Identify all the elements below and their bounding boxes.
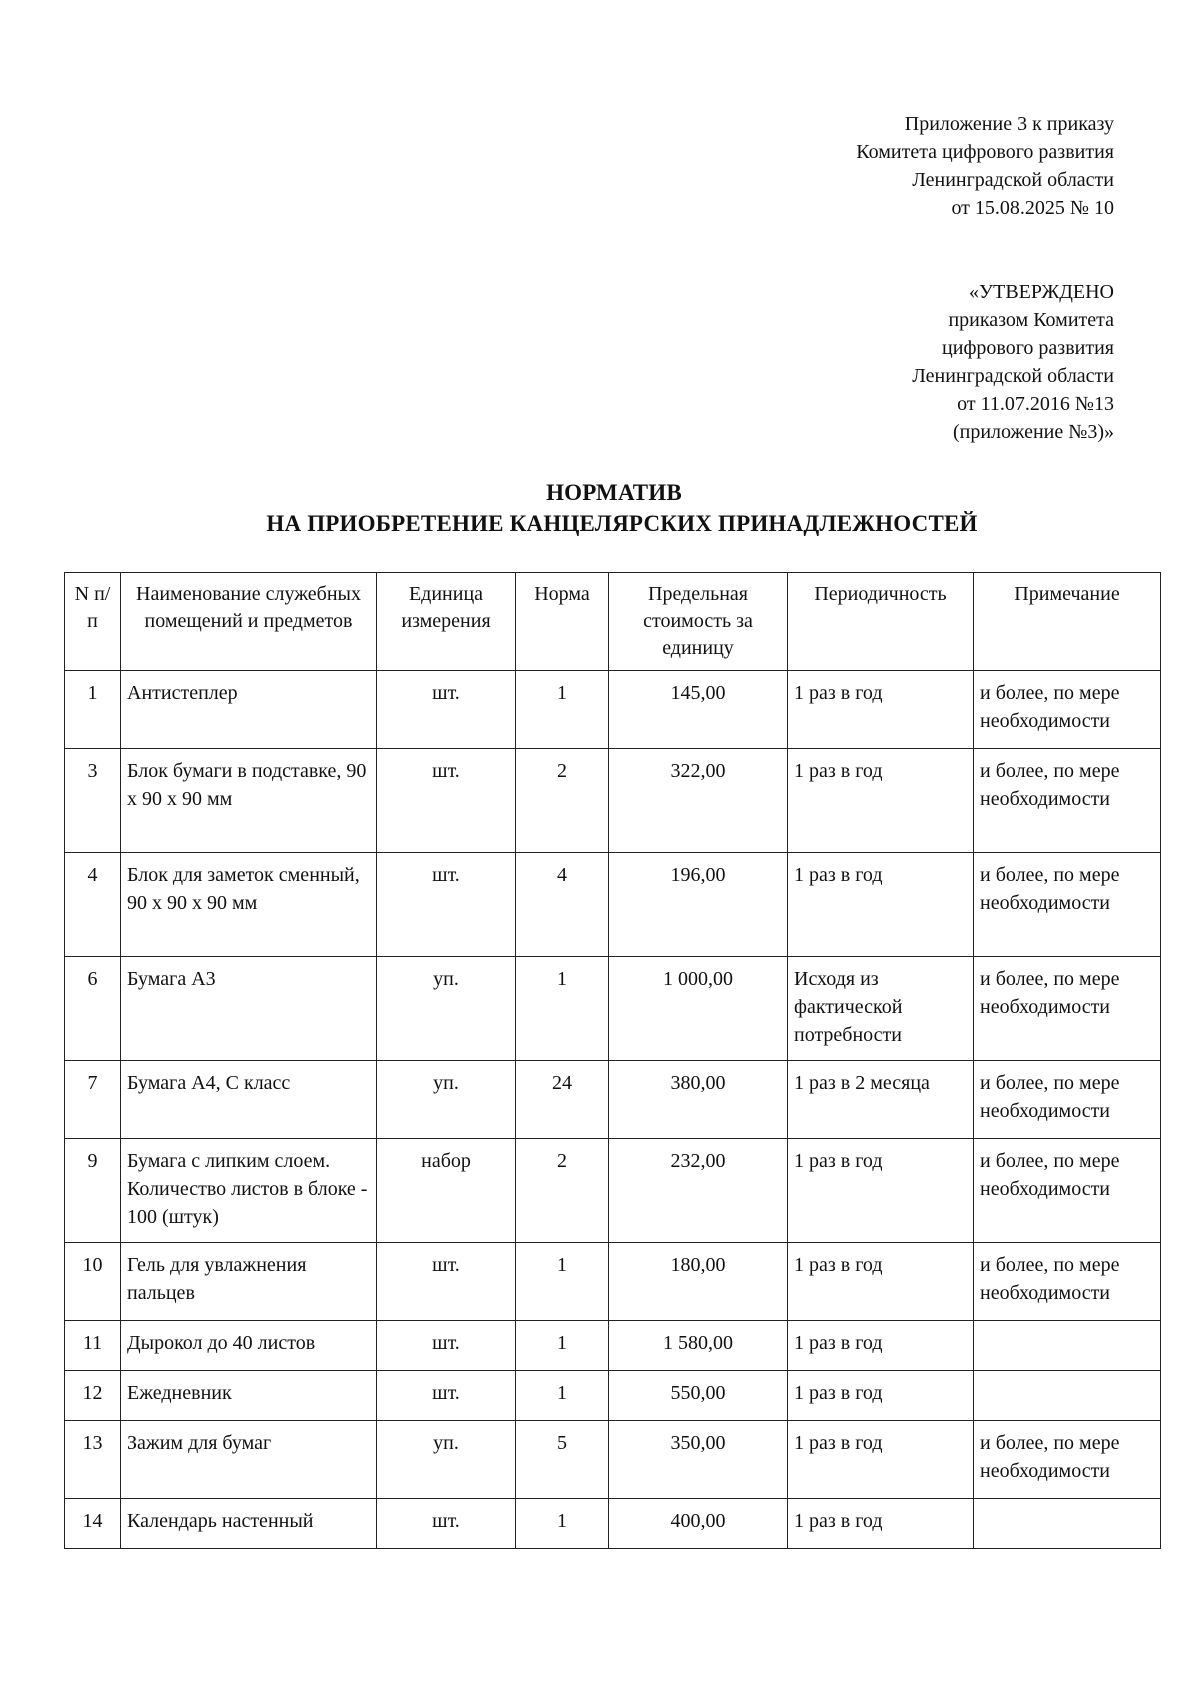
cell-price: 1 000,00: [609, 957, 788, 1061]
cell-name: Бумага А3: [121, 957, 377, 1061]
cell-note: и более, по мере необходимости: [974, 1421, 1161, 1499]
cell-note: и более, по мере необходимости: [974, 749, 1161, 853]
cell-price: 145,00: [609, 671, 788, 749]
header-num: N п/п: [65, 573, 121, 671]
cell-norm: 1: [516, 957, 609, 1061]
cell-unit: шт.: [377, 853, 516, 957]
cell-name: Дырокол до 40 листов: [121, 1321, 377, 1371]
cell-note: [974, 1321, 1161, 1371]
header-name: Наименование служебных помещений и предметов: [121, 573, 377, 671]
cell-num: 6: [65, 957, 121, 1061]
table-row: [65, 957, 1161, 1061]
document-subtitle: НА ПРИОБРЕТЕНИЕ КАНЦЕЛЯРСКИХ ПРИНАДЛЕЖНОСТЕЙ: [266, 511, 978, 536]
cell-unit: уп.: [377, 957, 516, 1061]
approval-line: от 11.07.2016 №13: [957, 393, 1114, 415]
cell-note: и более, по мере необходимости: [974, 853, 1161, 957]
cell-note: и более, по мере необходимости: [974, 1139, 1161, 1243]
appendix-reference: [856, 110, 1114, 222]
cell-period: Исходя из фактической потребности: [788, 957, 974, 1061]
cell-norm: 1: [516, 1321, 609, 1371]
cell-note: и более, по мере необходимости: [974, 957, 1161, 1061]
table-row: [65, 1061, 1161, 1139]
cell-unit: шт.: [377, 1243, 516, 1321]
cell-period: 1 раз в год: [788, 749, 974, 853]
table-row: [65, 1499, 1161, 1549]
norms-table: [64, 572, 1161, 1549]
cell-period: 1 раз в год: [788, 1371, 974, 1421]
cell-name: Зажим для бумаг: [121, 1421, 377, 1499]
cell-period: 1 раз в год: [788, 1321, 974, 1371]
cell-num: 13: [65, 1421, 121, 1499]
approval-line: цифрового развития: [942, 337, 1114, 359]
cell-price: 400,00: [609, 1499, 788, 1549]
appendix-line: Приложение 3 к приказу: [904, 113, 1114, 135]
table-body: [65, 671, 1161, 1549]
cell-norm: 4: [516, 853, 609, 957]
appendix-line: от 15.08.2025 № 10: [951, 197, 1114, 219]
cell-name: Бумага с липким слоем. Количество листов в блоке - 100 (штук): [121, 1139, 377, 1243]
cell-period: 1 раз в год: [788, 1139, 974, 1243]
cell-price: 550,00: [609, 1371, 788, 1421]
table-row: [65, 1243, 1161, 1321]
cell-price: 322,00: [609, 749, 788, 853]
cell-num: 1: [65, 671, 121, 749]
header-price: Предельная стоимость за единицу: [609, 573, 788, 671]
table-row: [65, 1371, 1161, 1421]
cell-name: Антистеплер: [121, 671, 377, 749]
cell-unit: шт.: [377, 749, 516, 853]
cell-period: 1 раз в год: [788, 1499, 974, 1549]
cell-unit: уп.: [377, 1061, 516, 1139]
cell-num: 3: [65, 749, 121, 853]
cell-num: 10: [65, 1243, 121, 1321]
cell-period: 1 раз в год: [788, 671, 974, 749]
cell-num: 4: [65, 853, 121, 957]
cell-num: 7: [65, 1061, 121, 1139]
cell-norm: 24: [516, 1061, 609, 1139]
cell-name: Блок для заметок сменный, 90 х 90 х 90 мм: [121, 853, 377, 957]
approval-line: «УТВЕРЖДЕНО: [968, 281, 1114, 303]
header-note: Примечание: [974, 573, 1161, 671]
cell-name: Календарь настенный: [121, 1499, 377, 1549]
cell-note: и более, по мере необходимости: [974, 671, 1161, 749]
cell-price: 180,00: [609, 1243, 788, 1321]
cell-norm: 1: [516, 1371, 609, 1421]
cell-num: 9: [65, 1139, 121, 1243]
table-row: [65, 1421, 1161, 1499]
cell-num: 11: [65, 1321, 121, 1371]
cell-num: 14: [65, 1499, 121, 1549]
cell-unit: шт.: [377, 1321, 516, 1371]
cell-note: [974, 1499, 1161, 1549]
cell-unit: шт.: [377, 671, 516, 749]
cell-period: 1 раз в год: [788, 1243, 974, 1321]
table-row: [65, 853, 1161, 957]
cell-norm: 1: [516, 1243, 609, 1321]
cell-norm: 5: [516, 1421, 609, 1499]
cell-norm: 1: [516, 671, 609, 749]
table-header-row: [65, 573, 1161, 671]
cell-note: и более, по мере необходимости: [974, 1061, 1161, 1139]
appendix-line: Ленинградской области: [912, 169, 1114, 191]
cell-period: 1 раз в 2 месяца: [788, 1061, 974, 1139]
header-period: Периодичность: [788, 573, 974, 671]
table-row: [65, 671, 1161, 749]
approval-line: (приложение №3)»: [952, 421, 1114, 443]
approval-line: Ленинградской области: [912, 365, 1114, 387]
cell-unit: шт.: [377, 1371, 516, 1421]
header-norm: Норма: [516, 573, 609, 671]
header-unit: Единица измерения: [377, 573, 516, 671]
approval-stamp: [912, 278, 1114, 446]
cell-period: 1 раз в год: [788, 1421, 974, 1499]
cell-price: 1 580,00: [609, 1321, 788, 1371]
cell-name: Ежедневник: [121, 1371, 377, 1421]
cell-note: [974, 1371, 1161, 1421]
appendix-line: Комитета цифрового развития: [856, 141, 1114, 163]
cell-name: Блок бумаги в подставке, 90 х 90 х 90 мм: [121, 749, 377, 853]
cell-price: 196,00: [609, 853, 788, 957]
cell-name: Гель для увлажнения пальцев: [121, 1243, 377, 1321]
table-row: [65, 749, 1161, 853]
cell-note: и более, по мере необходимости: [974, 1243, 1161, 1321]
table-row: [65, 1139, 1161, 1243]
cell-price: 350,00: [609, 1421, 788, 1499]
cell-period: 1 раз в год: [788, 853, 974, 957]
cell-norm: 2: [516, 749, 609, 853]
cell-unit: уп.: [377, 1421, 516, 1499]
cell-num: 12: [65, 1371, 121, 1421]
cell-norm: 1: [516, 1499, 609, 1549]
approval-line: приказом Комитета: [948, 309, 1114, 331]
cell-name: Бумага А4, С класс: [121, 1061, 377, 1139]
table-row: [65, 1321, 1161, 1371]
cell-norm: 2: [516, 1139, 609, 1243]
cell-unit: набор: [377, 1139, 516, 1243]
cell-unit: шт.: [377, 1499, 516, 1549]
document-title: НОРМАТИВ: [546, 480, 682, 505]
cell-price: 380,00: [609, 1061, 788, 1139]
cell-price: 232,00: [609, 1139, 788, 1243]
